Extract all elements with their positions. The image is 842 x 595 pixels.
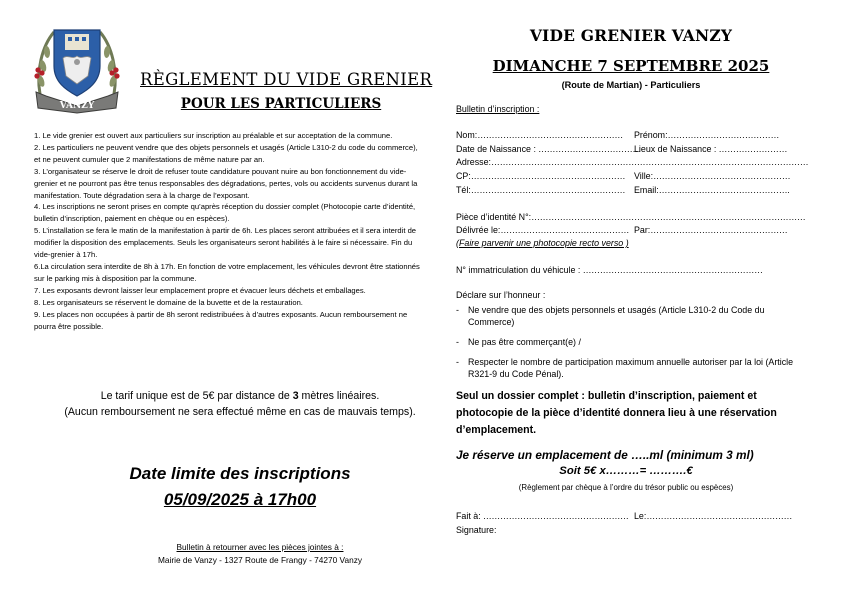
field-le[interactable]: Le:…………………………………………… [634, 511, 793, 521]
rule-1: 1. Le vide grenier est ouvert aux particuliers sur inscription au préalable et sur acceptation de la commune. [34, 131, 393, 140]
tarif-prefix: Le tarif unique est de 5€ par distance de [100, 390, 293, 402]
event-place: (Route de Martian) - Particuliers [561, 80, 701, 90]
field-email[interactable]: Email:………………………………………. [634, 185, 790, 195]
rule-6: 6.La circulation sera interdite de 8h à 17h. En fonction de votre emplacement, les véhicules devront être stationnés sur le parking mis à disposition par la commune. [34, 261, 420, 283]
field-delivree-le[interactable]: Délivrée le:……………………………………… [456, 225, 630, 235]
return-label: Bulletin à retourner avec les pièces jointes à : [176, 542, 344, 552]
dossier-text: Seul un dossier complet : bulletin d’inscription, paiement et photocopie de la pièce d’identité donnera lieu à une réservation d’emplacement. [456, 390, 777, 436]
honor-item-1: - Ne vendre que des objets personnels et usagés (Article L310-2 du Code du Commerce) [456, 305, 765, 327]
field-prenom[interactable]: Prénom:………………………………… [634, 130, 780, 140]
deadline-title: Date limite des inscriptions [129, 464, 351, 483]
field-tel[interactable]: Tél:……………………………………………… [456, 185, 626, 195]
deadline-date: 05/09/2025 à 17h00 [163, 490, 317, 509]
declare-label: Déclare sur l’honneur : [456, 290, 546, 300]
tarif-block [40, 388, 440, 420]
field-date-naissance[interactable]: Date de Naissance : ……………………………… [456, 144, 641, 154]
rule-3: 3. L’organisateur se réserve le droit de refuser toute candidature pouvant nuire au bon fonctionnement du vide-grenier et ne pourront pas être tenus responsables des dégradations, pertes, vols ou accidents survenus durant la manifestation. Toute dégradation sera à la charge de l’exposant. [34, 166, 418, 200]
rule-8: 8. Les organisateurs se réservent le domaine de la buvette et de la restauration. [34, 297, 303, 307]
rules-list [34, 130, 420, 332]
rules-subtitle: POUR LES PARTICULIERS [180, 96, 382, 112]
honor-item-2: - Ne pas être commerçant(e) / [456, 337, 581, 347]
crest-banner-text: VANZY [59, 101, 95, 111]
bullet-dash-icon: - [456, 357, 459, 367]
rule-5: 5. L’installation se fera le matin de la manifestation à partir de 6h. Les places seront attribuées et il sera interdit de modifier la disposition des emplacements. Seuls les organisateurs seront habilités à le faire si nécessaire. Fin du vide-grenier à 17h. [34, 226, 417, 260]
field-piece-identite[interactable]: Pièce d’identité N°:…………………………………………………………………………………… [456, 212, 806, 222]
honor-list [456, 304, 813, 388]
bullet-dash-icon: - [456, 337, 459, 347]
event-title: VIDE GRENIER VANZY [529, 26, 733, 45]
rule-7: 7. Les exposants devront laisser leur emplacement propre et évacuer leurs déchets et emballages. [34, 285, 366, 295]
event-date: DIMANCHE 7 SEPTEMBRE 2025 [492, 57, 770, 75]
reserve-line: Je réserve un emplacement de …..ml (minimum 3 ml) [456, 448, 754, 462]
vanzy-crest-logo [32, 26, 122, 114]
field-cp[interactable]: CP:……………………………………………… [456, 171, 626, 181]
tarif-distance: 3 [292, 390, 299, 402]
payment-note: (Règlement par chèque à l’ordre du trésor public ou espèces) [518, 483, 734, 492]
rule-9: 9. Les places non occupées à partir de 8h seront redistribuées à d’autres exposants. Aucun remboursement ne pourra être possible. [34, 309, 408, 331]
rule-4: 4. Les inscriptions ne seront prises en compte qu’après réception du dossier complet (Photocopie carte d’identité, bulletin d’inscription, paiement en chèque ou en espèces). [34, 202, 416, 224]
return-address: Mairie de Vanzy - 1327 Route de Frangy - 74270 Vanzy [157, 555, 362, 565]
tarif-note: (Aucun remboursement ne sera effectué même en cas de mauvais temps). [64, 406, 416, 418]
photocopie-note: (Faire parvenir une photocopie recto verso ) [456, 238, 629, 248]
bullet-dash-icon: - [456, 305, 459, 315]
field-par[interactable]: Par:………………………………………… [634, 225, 788, 235]
field-fait-a[interactable]: Fait à: …………………………………………… [456, 511, 629, 521]
price-line: Soit 5€ x………= ……….€ [559, 465, 693, 477]
honor-item-3: - Respecter le nombre de participation maximum annuelle autoriser par la loi (Article R321-9 du Code Pénal). [456, 357, 794, 379]
field-nom[interactable]: Nom:…………………………………………… [456, 130, 623, 140]
rule-2: 2. Les particuliers ne peuvent vendre que des objets personnels et usagés (Article L310-2 du code du commerce), et ne peuvent cumuler que 2 manifestations de même nature par an. [34, 142, 418, 164]
form-heading: Bulletin d’inscription : [456, 104, 540, 114]
field-signature[interactable]: Signature: [456, 525, 497, 535]
field-lieu-naissance[interactable]: Lieux de Naissance : …………………… [634, 144, 788, 154]
tarif-line [40, 388, 440, 404]
field-ville[interactable]: Ville:………………………………………… [634, 171, 791, 181]
rules-title: RÈGLEMENT DU VIDE GRENIER [140, 70, 433, 89]
field-adresse[interactable]: Adresse:………………………………………………………………………………………………… [456, 157, 809, 167]
tarif-suffix: mètres linéaires. [298, 390, 380, 402]
field-immatriculation[interactable]: N° immatriculation du véhicule : ……………………………………………………… [456, 265, 763, 275]
